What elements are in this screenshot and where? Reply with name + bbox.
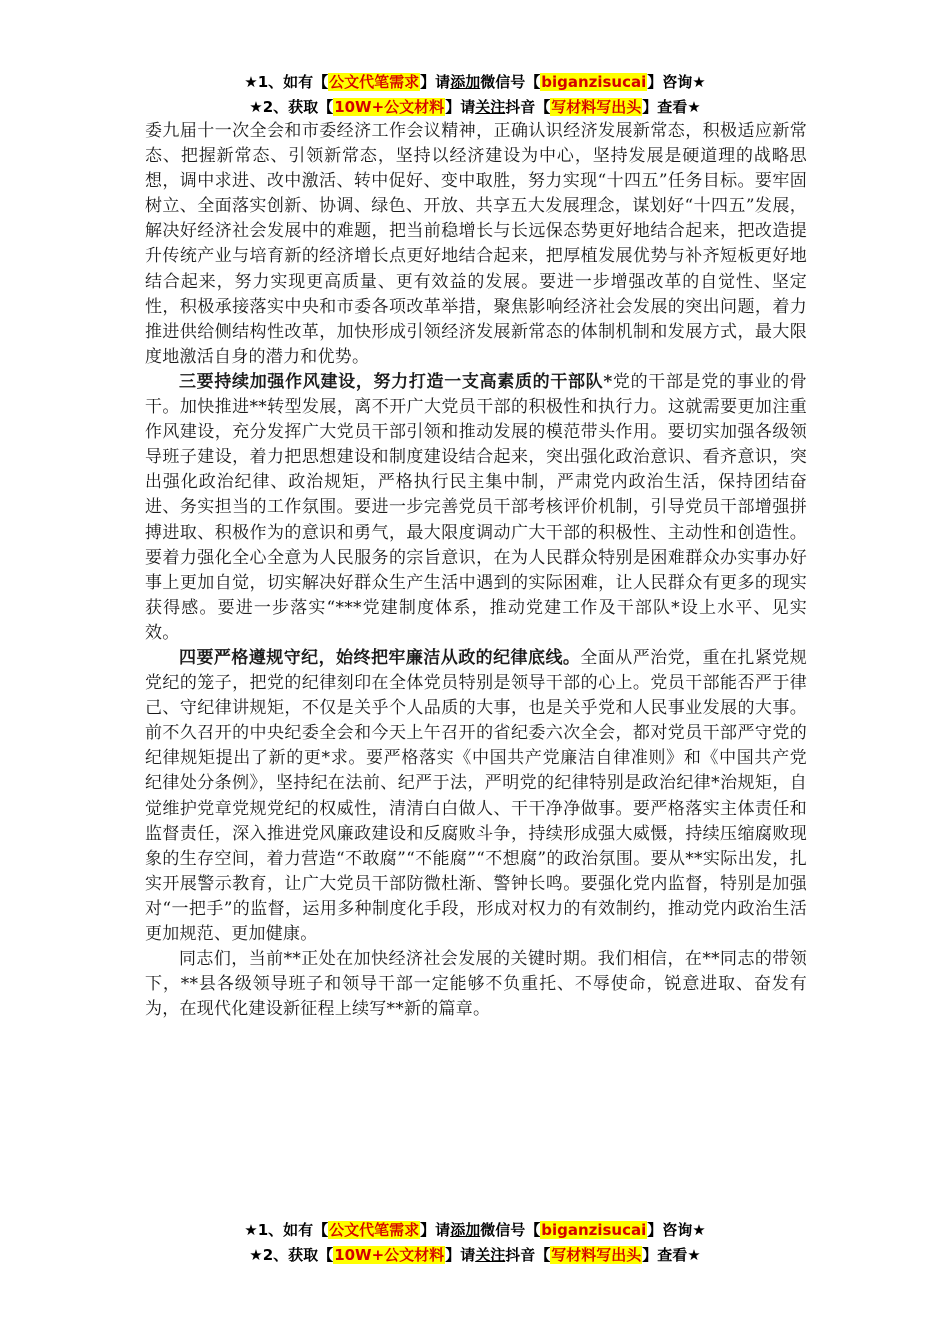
highlight-materials: 10W+公文材料 [334,1246,445,1264]
underlined-add: 添加 [450,1221,481,1239]
paragraph-1: 委九届十一次全会和市委经济工作会议精神，正确认识经济发展新常态，积极适应新常态、把握新常态、引领新常态，坚持以经济建设为中心，坚持发展是硬道理的战略思想，调中求进、改中激活、转中促好、变中取胜，努力实现“十四五”任务目标。要牢固树立、全面落实创新、协调、绿色、开放、共享五大发展理念，谋划好“十四五”发展，解决好经济社会发展中的难题，把当前稳增长与长远保态势更好地结合起来，把改造提升传统产业与培育新的经济增长点更好地结合起来，把厚植发展优势与补齐短板更好地结合起来，努力实现更高质量、更有效益的发展。要进一步增强改革的自觉性、坚定性，积极承接落实中央和市委各项改革举措，聚焦影响经济社会发展的突出问题，着力推进供给侧结构性改革，加快形成引领经济发展新常态的体制机制和发展方式，最大限度地激活自身的潜力和优势。 [145,121,807,367]
document-body [145,119,807,1022]
paragraph-2-text: 党的干部是党的事业的骨干。加快推进**转型发展，离不开广大党员干部的积极性和执行力。这就需要更加注重作风建设，充分发挥广大党员干部引领和推动发展的模范带头作用。要切实加强各级领导班子建设，着力把思想建设和制度建设结合起来，突出强化政治意识、看齐意识，突出强化政治纪律、政治规矩，严格执行民主集中制，严肃党内政治生活，保持团结奋进、务实担当的工作氛围。要进一步完善党员干部考核评价机制，引导党员干部增强拼搏进取、积极作为的意识和勇气，最大限度调动广大干部的积极性、主动性和创造性。要着力强化全心全意为人民服务的宗旨意识，在为人民群众特别是困难群众办实事办好事上更加自觉，切实解决好群众生产生活中遇到的实际困难，让人民群众有更多的现实获得感。要进一步落实“***党建制度体系，推动党建工作及干部队*设上水平、见实效。 [145,371,807,643]
banner-text: ★1、如有【 [244,73,329,91]
banner-text: 抖音【 [505,98,551,116]
paragraph-3-text: 全面从严治党，重在扎紧党规党纪的笼子，把党的纪律刻印在全体党员特别是领导干部的心上。党员干部能否严于律己、守纪律讲规矩，不仅是关乎个人品质的大事，也是关乎党和人民事业发展的大事。前不久召开的中央纪委全会和今天上午召开的省纪委六次全会，都对党员干部严守党的纪律规矩提出了新的更*求。要严格落实《中国共产党廉洁自律准则》和《中国共产党纪律处分条例》，坚持纪在法前、纪严于法，严明党的纪律特别是政治纪律*治规矩，自觉维护党章党规党纪的权威性，清清白白做人、干干净净做事。要严格落实主体责任和监督责任，深入推进党风廉政建设和反腐败斗争，持续形成强大威慑，持续压缩腐败现象的生存空间，着力营造“不敢腐”“不能腐”“不想腐”的政治氛围。要从**实际出发，扎实开展警示教育，让广大党员干部防微杜渐、警钟长鸣。要强化党内监督，特别是加强对“一把手”的监督，运用多种制度化手段，形成对权力的有效制约，推动党内政治生活更加规范、更加健康。 [145,647,808,944]
banner-text: 】咨询★ [647,1221,706,1239]
underlined-follow: 关注 [475,98,506,116]
paragraph-2-heading: 三要持续加强作风建设，努力打造一支高素质的干部队* [179,371,613,392]
banner-text: 】查看★ [642,98,701,116]
highlight-wechat-id: biganzisucai [541,73,647,91]
banner-line-2 [0,95,950,120]
banner-text: 】请 [445,98,476,116]
banner-line-1 [0,70,950,95]
banner-text: 抖音【 [505,1246,551,1264]
highlight-materials: 10W+公文材料 [334,98,445,116]
banner-text: ★2、获取【 [249,98,334,116]
highlight-wechat-id: biganzisucai [541,1221,647,1239]
banner-text: 微信号【 [480,1221,541,1239]
underlined-follow: 关注 [475,1246,506,1264]
banner-text: ★1、如有【 [244,1221,329,1239]
top-banner [0,70,950,120]
banner-text: 】请 [420,73,451,91]
highlight-service: 公文代笔需求 [329,1221,420,1239]
banner-text: 】查看★ [642,1246,701,1264]
banner-text: 】请 [420,1221,451,1239]
highlight-douyin-account: 写材料写出头 [551,1246,642,1264]
banner-line-2 [0,1243,950,1268]
banner-text: 微信号【 [480,73,541,91]
banner-text: 】咨询★ [647,73,706,91]
banner-line-1 [0,1218,950,1243]
paragraph-3 [145,646,807,947]
highlight-douyin-account: 写材料写出头 [551,98,642,116]
banner-text: 】请 [445,1246,476,1264]
paragraph-2 [145,370,807,646]
paragraph-3-heading: 四要严格遵规守纪，始终把牢廉洁从政的纪律底线。 [179,647,581,668]
highlight-service: 公文代笔需求 [329,73,420,91]
paragraph-4: 同志们，当前**正处在加快经济社会发展的关键时期。我们相信，在**同志的带领下，**县各级领导班子和领导干部一定能够不负重托、不辱使命，锐意进取、奋发有为，在现代化建设新征程上续写**新的篇章。 [145,949,807,1020]
banner-text: ★2、获取【 [249,1246,334,1264]
underlined-add: 添加 [450,73,481,91]
bottom-banner [0,1218,950,1268]
